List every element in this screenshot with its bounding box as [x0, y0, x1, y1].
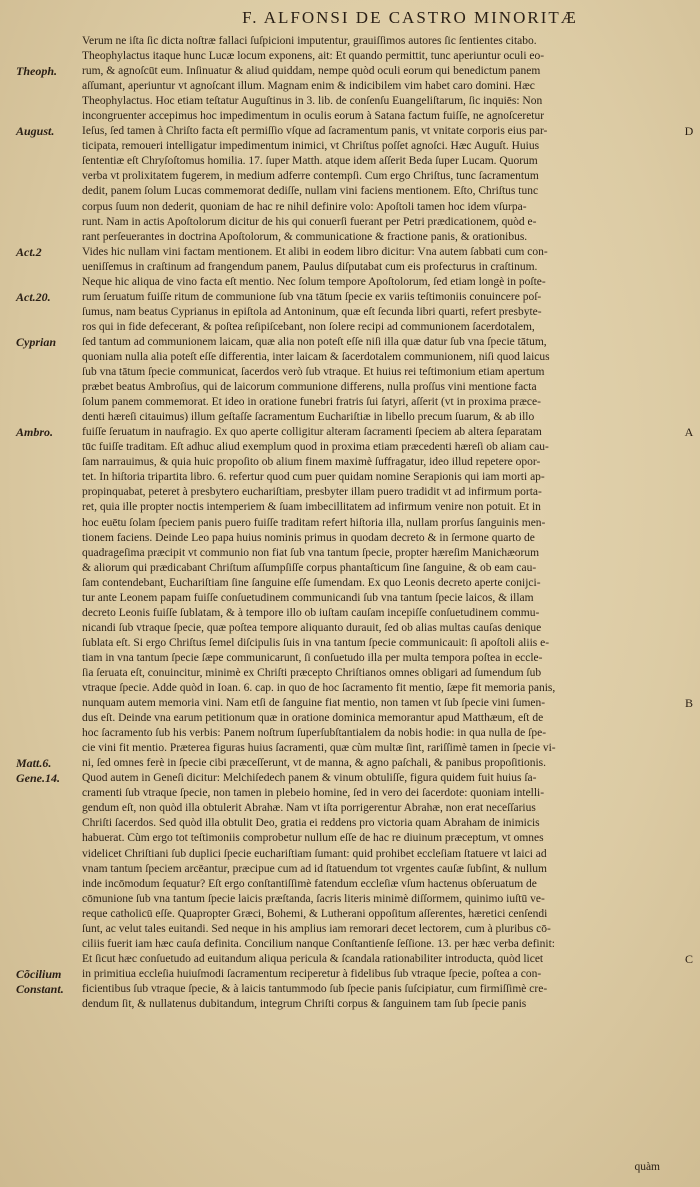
text-line: ſumus, nam beatus Cyprianus in epiſtola ad Antoninum, quæ eſt ſecunda libri quarti, refert presbyte-	[82, 305, 542, 318]
text-line: decreto Leonis fuiſſe ſublatam, & à tempore illo ob iuſtam cauſam incepiſſe conſuetudinem commu-	[82, 606, 540, 619]
section-letter: B	[684, 696, 693, 711]
text-line: aſſumant, aperiuntur vt agnoſcant illum. Magnam enim & indicibilem vim habet caro domini. Hæc	[82, 80, 535, 93]
margin-note: Theoph.	[16, 64, 58, 79]
margin-note: Cyprian	[16, 335, 57, 349]
text-line: ſed tantum ad communionem laicam, quæ alia non poteſt eſſe niſi illa quæ datur ſub vna ſpecie tātum,	[82, 335, 547, 348]
text-line: ficientibus ſub vtraque ſpecie, & à laicis tantummodo ſub ſpecie panis ſuſcipiatur, cum firmiſſimè cre-	[82, 982, 548, 995]
text-line: verba vt prolixitatem fugerem, in medium adferre contempſi. Cum ergo Chriſtus, tunc ſacramentum	[82, 170, 539, 183]
text-line: reque catholicū eſſe. Quapropter Græci, Bohemi, & Lutherani oppoſitum aſſerentes, hæretici cenſendi	[82, 907, 548, 920]
text-line: dendum ſit, & nullatenus dubitandum, integrum Chriſti corpus & ſanguinem tam ſub ſpecie panis	[82, 998, 527, 1010]
text-line: rant perſeuerantes in doctrina Apoſtolorum, & communicatione & fractione panis, & orationibus.	[82, 230, 528, 243]
text-line: ſam narrauimus, & quia huic propoſito ob alium finem maximè ſuffragatur, ideo illud repetere opor-	[82, 456, 541, 469]
text-line: quadrageſima præcipit vt communio non fiat ſub vna tantum ſpecie, propter hæreſim Manichæorum	[82, 546, 540, 559]
text-line: ſolum panem commemorat. Et ideo in oratione funebri fratris ſui ſatyri, aſſerit (vt in proxima præce-	[82, 396, 541, 409]
margin-note: Ambro.	[16, 425, 54, 440]
text-line: propinquabat, peteret à presbytero euchariſtiam, presbyter illam puero tradidit vt ad infirmum porta-	[82, 486, 542, 499]
text-line: hoc euētu ſolam ſpeciem panis puero fuiſſe traditam refert hiſtoria illa, nullam prorſus ſanguinis men-	[82, 516, 546, 529]
text-line: denti hæreſi citauimus) illum geſtaſſe ſacramentum Euchariſtiæ in libello precum ſuarum, & ab illo	[82, 411, 535, 424]
text-line: Quod autem in Geneſi dicitur: Melchiſedech panem & vinum obtuliſſe, figura quidem fuit huius ſa-	[82, 772, 537, 785]
text-line: videlicet Chriſtiani ſub duplici ſpecie euchariſtiam ſumant: quid prohibet eccleſiam ſtatuere vt laici ad	[82, 847, 547, 860]
text-line: & aliorum qui prædicabant Chriſtum aſſumpſiſſe corpus phantaſticum ſine ſanguine, & ob eam cau-	[82, 561, 537, 574]
text-line: Verum ne iſta ſic dicta noſtræ fallaci ſuſpicioni imputentur, grauiſſimos autores ſic ſentientes citabo.	[82, 35, 537, 47]
text-line: ueniſſemus in craſtinum ad frangendum panem, Paulus diſputabat cum eis profecturus in craſtinum.	[82, 260, 538, 273]
text-line: tur ante Leonem papam fuiſſe conſuetudinem communicandi ſub vna tantum ſpecie laicos, & illam	[82, 591, 534, 604]
text-line: ſub vna tātum ſpecie communicat, ſacerdos verò ſub vtraque. Et huius rei teſtimonium etiam apertum	[82, 366, 545, 379]
text-line: ticipata, remoueri intelligatur impedimentum inimici, vt Chriſtus poſſet agnoſci. Hæc Auguſt. Huius	[82, 140, 540, 153]
text-line: nicandi ſub vtraque ſpecie, quæ poſtea tempore aliquanto durauit, ſed ob alias multas cauſas denique	[82, 621, 542, 634]
text-line: tiam in vna tantum ſpecie ſæpe communicarunt, ſi conſuetudo illa per multa tempora poſtea in eccle-	[82, 651, 543, 664]
margin-note: Matt.6.	[16, 756, 52, 771]
text-line: inde incōmodum ſequatur? Eſt ergo conſtantiſſimè fatendum eccleſiæ vſum hactenus obſeruatum de	[82, 877, 537, 890]
margin-note: Act.2	[16, 244, 42, 259]
text-line: ſublata eſt. Si ergo Chriſtus ſemel diſcipulis ſuis in vna tantum ſpecie communicauit: ſi apoſtoli aliis e-	[82, 636, 550, 649]
margin-note: Gene.14.	[16, 771, 60, 786]
text-line: incongruenter accepimus hoc impedimentum in oculis eorum à Satana factum fuiſſe, ne agnoſceretur	[82, 110, 545, 123]
text-line: ſunt, ac velut tales euitandi. Sed neque in his amplius iam remorari decet lectorem, cum à pluribus cō-	[82, 922, 551, 935]
section-letter: D	[684, 124, 694, 139]
text-line: præbet beatus Ambroſius, qui de laicorum communione differens, nulla proſſus vini mentione facta	[82, 381, 537, 394]
text-line: habuerat. Cùm ergo tot teſtimoniis comprobetur nullum eſſe de hac re diuinum præceptum, vt omnes	[82, 832, 544, 845]
text-line: rum, & agnoſcūt eum. Inſinuatur & aliud quiddam, nempe quòd oculi eorum qui benedictum panem	[82, 65, 541, 78]
text-line: Neque hic aliqua de vino facta eſt mentio. Nec ſolum tempore Apoſtolorum, ſed etiam longè in poſte-	[82, 275, 546, 288]
text-line: Ieſus, ſed tamen à Chriſto facta eſt permiſſio vſque ad ſacramentum panis, vt vnitate corporis eius par-	[82, 125, 548, 138]
text-line: tionem faciens. Deinde Leo papa huius nominis primus in quodam decreto & in ſermone quarto de	[82, 531, 535, 544]
text-line: Theophylactus itaque hunc Lucæ locum exponens, ait: Et quando permittit, tunc aperiuntur oculi eo-	[82, 50, 545, 63]
margin-note: Constant.	[16, 982, 64, 997]
text-line: hoc ſacramento ſub his verbis: Panem noſtrum ſuperſubſtantialem da nobis hodie: in qua nulla de ſpe-	[82, 727, 547, 740]
text-line: in primitiua eccleſia huiuſmodi ſacramentum reciperetur à fidelibus ſub vtraque ſpecie, poſtea a con-	[82, 967, 542, 980]
text-line: corpus ſuum non dederit, quoniam de hac re nihil definire volo: Apoſtoli tamen hoc idem vſurpa-	[82, 200, 527, 213]
section-letter: C	[684, 952, 693, 967]
text-line: ciliis fuerit iam hæc cauſa definita. Concilium nanque Conſtantienſe ſeſſione. 13. per hæc verba definit:	[82, 937, 555, 950]
text-line: Vides hic nullam vini factam mentionem. Et alibi in eodem libro dicitur: Vna autem ſabbati cum con-	[82, 245, 548, 258]
text-line: ros qui in fide defecerant, & poſtea reſipiſcebant, non ſolere recipi ad communionem ſacerdotalem,	[82, 320, 535, 333]
section-letter: A	[684, 425, 694, 440]
text-line: Chriſti ſacerdos. Sed quòd illa obtulit Deo, gratia ei reddens pro victoria quam Abraham de inimicis	[82, 817, 540, 830]
text-line: gendum eſt, non quòd illa obtulerit Abrahæ. Nam vt iſta porrigerentur Abrahæ, non erat neceſſarius	[82, 802, 536, 815]
margin-note: Act.20.	[16, 289, 51, 304]
text-line: tet. In hiſtoria tripartita libro. 6. refertur quod cum puer quidam nomine Serapionis qui iam morti ap-	[82, 471, 545, 484]
text-line: ret, quia ille propter noctis intemperiem & ſuam imbecillitatem ad infirmum venire non potuit. Et in	[82, 501, 541, 514]
text-line: ſam contendebant, Euchariſtiam ſine ſanguine eſſe ſumendam. Ex quo Leonis decreto aperte conijci-	[82, 576, 541, 589]
text-line: cie vini fit mentio. Præterea figuras huius ſacramenti, quæ cùm multæ ſint, rariſſimè tamen in ſpecie vi-	[82, 742, 556, 755]
text-line: ſia ſeruata eſt, conuincitur, minimè ex Chriſti præcepto Chriſtianos omnes obligari ad ſumendum ſub	[82, 666, 542, 679]
text-line: nunquam autem memoria vini. Nam etſi de ſanguine fiat mentio, non tamen vt ſub ſpecie vini ſumen-	[82, 697, 546, 710]
text-line: dedit, panem ſolum Lucas commemorat dediſſe, nullam vini faciens mentionem. Eſto, Chriſtus tunc	[82, 185, 539, 198]
text-line: vnam tantum ſpeciem arcēantur, præcipue cum ad id ſtatuendum tot vrgentes cauſæ ſubſint, & nullum	[82, 862, 547, 875]
text-line: Et ſicut hæc conſuetudo ad euitandum aliqua pericula & ſcandala rationabiliter introducta, quòd licet	[82, 952, 544, 965]
margin-note: August.	[16, 124, 55, 139]
running-header: F. ALFONSI DE CASTRO MINORITÆ	[242, 8, 578, 27]
text-line: tūc fuiſſe traditam. Eſt adhuc aliud exemplum quod in proxima etiam præcedenti hæreſi ob aliam cau-	[82, 441, 549, 454]
text-line: fuiſſe ſeruatum in naufragio. Ex quo aperte colligitur alteram ſacramenti ſpeciem ab altera ſeparatam	[82, 426, 542, 439]
text-line: ni, ſed omnes ferè in ſpecie cibi præceſſerunt, vt de manna, & agno paſchali, & panibus propoſitionis.	[82, 757, 547, 770]
catchword: quàm	[634, 1161, 660, 1173]
text-line: cōmunione ſub vna tantum ſpecie laicis præſtanda, ſacris literis minimè diſſormem, quinimo iuſtū ve-	[82, 892, 545, 905]
text-line: Theophylactus. Hoc etiam teſtatur Auguſtinus in 3. lib. de conſenſu Euangeliſtarum, ſic inquiēs: Non	[82, 95, 543, 108]
text-line: runt. Nam in actis Apoſtolorum dicitur de his qui conuerſi fuerant per Petri prædicationem, quòd e-	[82, 215, 537, 228]
text-line: ſententiæ eſt Chryſoſtomus homilia. 17. ſuper Matth. atque idem aſſerit Beda ſuper Lucam. Quorum	[82, 155, 538, 168]
text-line: dus eſt. Deinde vna earum petitionum quæ in oratione dominica memorantur apud Matthæum, eſt de	[82, 712, 544, 725]
text-line: quoniam nulla alia poteſt eſſe differentia, inter laicam & ſacerdotalem communionem, niſi quod laicus	[82, 350, 550, 363]
text-line: cramenti ſub vtraque ſpecie, non tamen in plebeio homine, ſed in vero dei ſacerdote: quoniam intelli-	[82, 787, 545, 800]
body-text	[82, 34, 670, 1012]
margin-note: Cõcilium	[16, 967, 62, 982]
text-line: rum ſeruatum fuiſſe ritum de communione ſub vna tātum ſpecie ex variis teſtimoniis conuincere poſ-	[82, 290, 542, 303]
text-line: vtraque ſpecie. Adde quòd in Ioan. 6. cap. in quo de hoc ſacramento fit mentio, ſæpe fit memoria panis,	[82, 682, 556, 695]
